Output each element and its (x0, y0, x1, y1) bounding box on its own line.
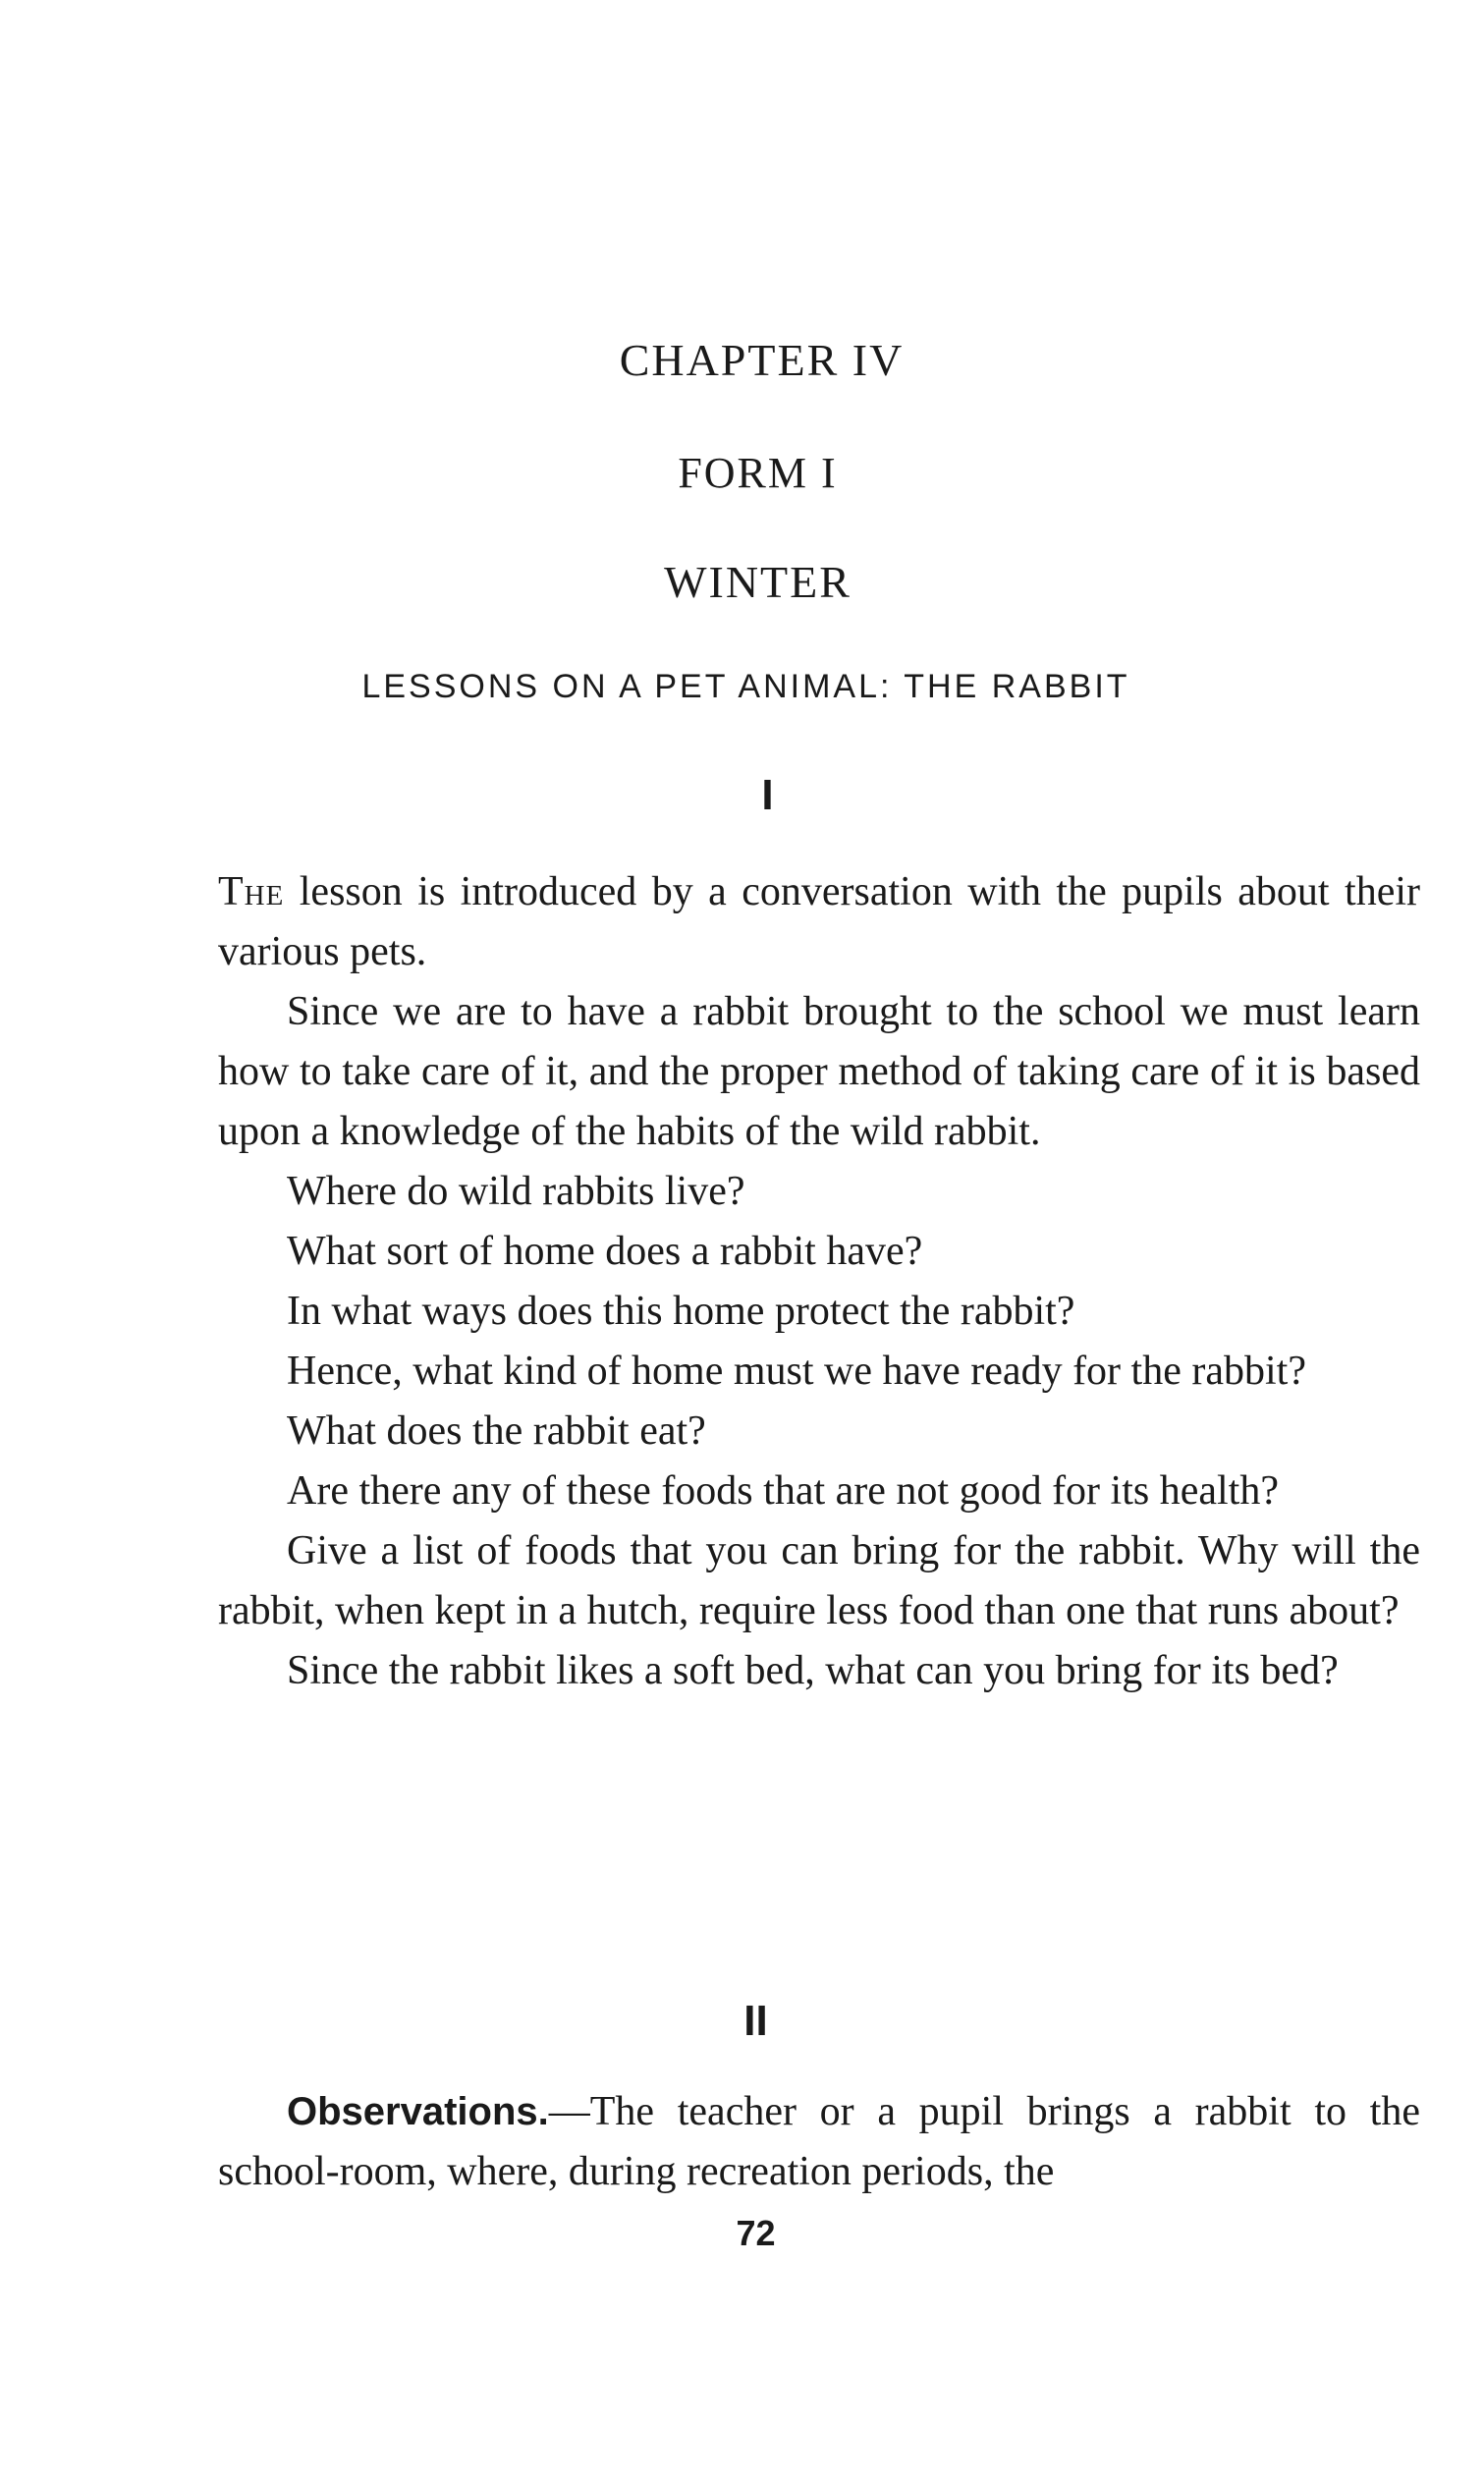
question-paragraph: Since the rabbit likes a soft bed, what can you bring for its bed? (287, 1648, 1339, 1693)
observations-text: —The teacher or a pupil brings a rabbit to the school-room, where, during recreation periods, the (218, 2089, 1420, 2194)
season-heading: WINTER (664, 557, 852, 607)
section-2-body (218, 2082, 1420, 2202)
section-numeral-2: II (743, 1997, 768, 2045)
question-paragraph: Hence, what kind of home must we have ready for the rabbit? (287, 1349, 1306, 1394)
observations-paragraph (218, 2082, 1420, 2202)
paragraph: Since we are to have a rabbit brought to the school we must learn how to take care of it, and the proper method of taking care of it is based upon a knowledge of the habits of the wild rabbit. (218, 989, 1420, 1154)
question-paragraph: Give a list of foods that you can bring for the rabbit. Why will the rabbit, when kept in a hutch, require less food than one that runs about? (218, 1528, 1420, 1633)
section-numeral-1: I (761, 771, 774, 819)
form-heading: FORM I (678, 449, 838, 497)
question-paragraph: What does the rabbit eat? (287, 1408, 706, 1454)
question-paragraph: What sort of home does a rabbit have? (287, 1229, 923, 1274)
chapter-heading: CHAPTER IV (619, 335, 905, 385)
drop-word: The (218, 869, 285, 914)
observations-heading: Observations. (287, 2090, 549, 2133)
question-paragraph: Are there any of these foods that are not good for its health? (287, 1468, 1279, 1514)
lesson-subtitle: LESSONS ON A PET ANIMAL: THE RABBIT (361, 668, 1130, 705)
intro-paragraph-text: lesson is introduced by a conversation with the pupils about their various pets. (218, 869, 1420, 974)
section-1-body (218, 862, 1420, 1701)
question-paragraph: Where do wild rabbits live? (287, 1169, 745, 1214)
page-number: 72 (736, 2213, 776, 2253)
question-paragraph: In what ways does this home protect the rabbit? (287, 1289, 1075, 1334)
intro-paragraph (218, 862, 1420, 982)
